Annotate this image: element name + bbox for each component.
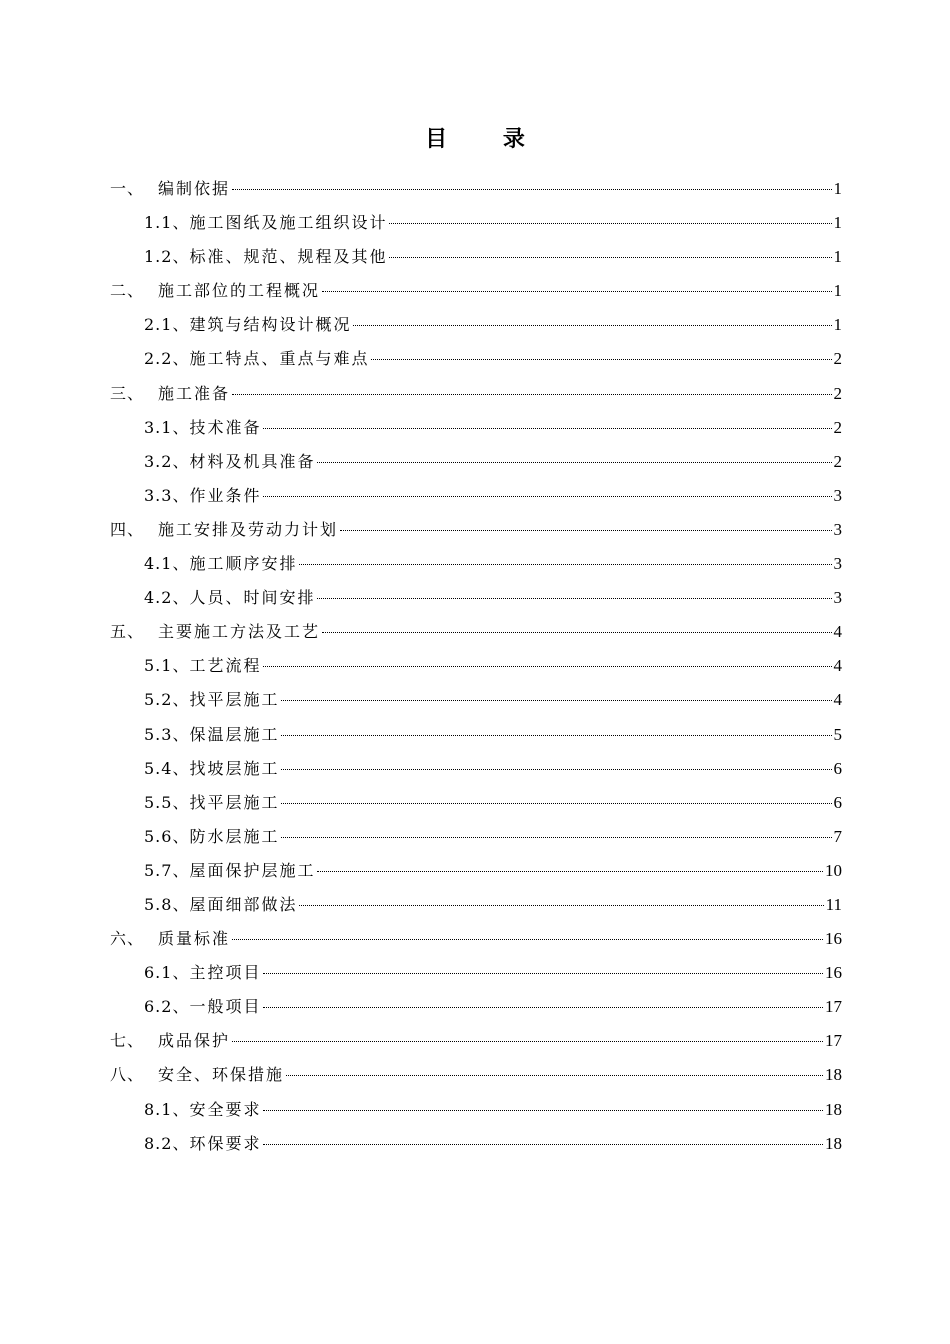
toc-entry[interactable] xyxy=(110,1064,842,1098)
toc-dot-leader xyxy=(263,666,831,667)
toc-entry-title: 作业条件 xyxy=(189,485,262,505)
toc-entry-title: 材料及机具准备 xyxy=(189,451,316,471)
toc-entry[interactable] xyxy=(110,383,842,417)
toc-entry-number: 1.1、 xyxy=(144,213,190,233)
toc-entry[interactable] xyxy=(110,1030,842,1064)
toc-entry-number: 2.2、 xyxy=(144,349,190,369)
toc-entry[interactable] xyxy=(110,451,842,485)
toc-entry-number: 三、 xyxy=(110,383,145,403)
toc-entry-number: 5.4、 xyxy=(144,758,190,778)
toc-entry-number: 5.7、 xyxy=(144,860,190,880)
toc-dot-leader xyxy=(286,1075,823,1076)
toc-page-number: 10 xyxy=(825,860,842,880)
toc-entry-number: 8.1、 xyxy=(144,1099,190,1119)
toc-dot-leader xyxy=(322,632,831,633)
toc-entry[interactable] xyxy=(110,792,842,826)
toc-entry[interactable] xyxy=(110,246,842,280)
toc-entry-title: 屋面细部做法 xyxy=(189,894,298,914)
toc-entry[interactable] xyxy=(110,996,842,1030)
toc-entry-title: 人员、时间安排 xyxy=(189,588,316,608)
toc-dot-leader xyxy=(389,257,831,258)
toc-page-number: 16 xyxy=(825,963,842,983)
toc-dot-leader xyxy=(281,837,831,838)
toc-entry-title: 标准、规范、规程及其他 xyxy=(189,247,388,267)
toc-entry-number: 5.5、 xyxy=(144,792,190,812)
toc-page-number: 3 xyxy=(833,485,842,505)
toc-entry[interactable] xyxy=(110,178,842,212)
toc-page-number: 3 xyxy=(833,519,842,539)
toc-entry-number: 一、 xyxy=(110,179,145,198)
toc-entry-title: 环保要求 xyxy=(189,1133,262,1153)
toc-entry[interactable] xyxy=(110,1099,842,1133)
toc-page-number: 18 xyxy=(825,1133,842,1153)
toc-entry[interactable] xyxy=(110,655,842,689)
toc-page-number: 17 xyxy=(825,997,842,1017)
toc-page-number: 1 xyxy=(833,247,842,267)
toc-entry[interactable] xyxy=(110,962,842,996)
toc-entry-number: 六、 xyxy=(110,929,145,949)
toc-entry-title: 施工图纸及施工组织设计 xyxy=(189,213,388,233)
toc-entry-number: 5.3、 xyxy=(144,724,190,744)
toc-page-number: 1 xyxy=(833,281,842,301)
toc-dot-leader xyxy=(371,359,831,360)
toc-page-number: 7 xyxy=(833,826,842,846)
toc-entry[interactable] xyxy=(110,621,842,655)
toc-dot-leader xyxy=(389,223,831,224)
toc-page-number: 18 xyxy=(825,1065,842,1085)
toc-entry-number: 3.1、 xyxy=(144,417,190,437)
toc-entry-number: 七、 xyxy=(110,1031,145,1051)
toc-page-number: 4 xyxy=(833,690,842,710)
toc-page-number: 6 xyxy=(833,792,842,812)
toc-entry-title: 找平层施工 xyxy=(189,690,280,710)
toc-page-number: 4 xyxy=(833,656,842,676)
toc-entry-title: 编制依据 xyxy=(158,179,231,198)
toc-entry-number: 5.8、 xyxy=(144,894,190,914)
toc-entry-title: 安全要求 xyxy=(189,1099,262,1119)
toc-entry-title: 找坡层施工 xyxy=(189,758,280,778)
toc-entry[interactable] xyxy=(110,689,842,723)
toc-page-number: 16 xyxy=(825,929,842,949)
toc-entry[interactable] xyxy=(110,928,842,962)
toc-page-number: 11 xyxy=(825,894,842,914)
toc-entry[interactable] xyxy=(110,826,842,860)
toc-entry[interactable] xyxy=(110,553,842,587)
toc-dot-leader xyxy=(232,189,831,190)
toc-page-number: 2 xyxy=(833,417,842,437)
toc-entry[interactable] xyxy=(110,417,842,451)
toc-page-number: 1 xyxy=(833,315,842,335)
toc-entry-title: 主要施工方法及工艺 xyxy=(158,622,321,642)
toc-entry-title: 保温层施工 xyxy=(189,724,280,744)
toc-dot-leader xyxy=(263,973,823,974)
toc-dot-leader xyxy=(281,769,831,770)
toc-page-number: 1 xyxy=(833,213,842,233)
toc-dot-leader xyxy=(299,905,823,906)
toc-entry[interactable] xyxy=(110,724,842,758)
toc-dot-leader xyxy=(263,428,831,429)
toc-entry[interactable] xyxy=(110,1133,842,1167)
toc-entry-title: 施工部位的工程概况 xyxy=(158,281,321,301)
toc-entry-number: 五、 xyxy=(110,622,145,642)
toc-entry-title: 防水层施工 xyxy=(189,826,280,846)
toc-dot-leader xyxy=(317,462,831,463)
toc-dot-leader xyxy=(317,598,831,599)
toc-entry-title: 建筑与结构设计概况 xyxy=(189,315,352,335)
toc-dot-leader xyxy=(353,325,831,326)
toc-entry-title: 工艺流程 xyxy=(189,656,262,676)
toc-dot-leader xyxy=(232,394,831,395)
toc-entry-number: 5.6、 xyxy=(144,826,190,846)
toc-entry-number: 2.1、 xyxy=(144,315,190,335)
toc-entry-title: 施工顺序安排 xyxy=(189,554,298,574)
toc-page-number: 17 xyxy=(825,1031,842,1051)
toc-page-number: 2 xyxy=(833,383,842,403)
toc-entry-number: 二、 xyxy=(110,281,145,301)
toc-page-number: 6 xyxy=(833,758,842,778)
toc-page-number: 2 xyxy=(833,451,842,471)
toc-entry-number: 3.2、 xyxy=(144,451,190,471)
toc-page-number: 2 xyxy=(833,349,842,369)
toc-page-number: 4 xyxy=(833,622,842,642)
toc-dot-leader xyxy=(263,1007,823,1008)
toc-entry[interactable] xyxy=(110,212,842,246)
toc-entry-number: 3.3、 xyxy=(144,485,190,505)
toc-entry-title: 施工准备 xyxy=(158,383,231,403)
toc-page-number: 18 xyxy=(825,1099,842,1119)
toc-list xyxy=(110,178,842,1167)
toc-dot-leader xyxy=(232,1041,823,1042)
toc-dot-leader xyxy=(322,291,831,292)
toc-dot-leader xyxy=(263,1144,823,1145)
toc-entry-number: 4.1、 xyxy=(144,554,190,574)
toc-entry[interactable] xyxy=(110,348,842,382)
toc-dot-leader xyxy=(281,735,831,736)
toc-entry-title: 一般项目 xyxy=(189,997,262,1017)
toc-dot-leader xyxy=(317,871,823,872)
toc-entry-title: 施工安排及劳动力计划 xyxy=(158,519,339,539)
toc-entry[interactable] xyxy=(110,485,842,519)
toc-page-number: 3 xyxy=(833,588,842,608)
toc-entry[interactable] xyxy=(110,519,842,553)
toc-entry-title: 质量标准 xyxy=(158,929,231,949)
toc-title: 目 录 xyxy=(425,126,549,152)
toc-dot-leader xyxy=(263,1110,823,1111)
toc-entry-number: 八、 xyxy=(110,1065,145,1085)
toc-dot-leader xyxy=(263,496,831,497)
toc-entry-title: 施工特点、重点与难点 xyxy=(189,349,370,369)
toc-entry-number: 6.2、 xyxy=(144,997,190,1017)
toc-entry[interactable] xyxy=(110,894,842,928)
toc-entry-number: 四、 xyxy=(110,519,145,539)
toc-page-number: 1 xyxy=(833,179,842,198)
toc-entry-title: 成品保护 xyxy=(158,1031,231,1051)
toc-entry-number: 5.2、 xyxy=(144,690,190,710)
toc-entry[interactable] xyxy=(110,314,842,348)
toc-entry-number: 6.1、 xyxy=(144,963,190,983)
toc-entry[interactable] xyxy=(110,758,842,792)
toc-entry[interactable] xyxy=(110,587,842,621)
toc-entry-title: 技术准备 xyxy=(189,417,262,437)
toc-entry-number: 1.2、 xyxy=(144,247,190,267)
toc-dot-leader xyxy=(340,530,831,531)
toc-entry-number: 8.2、 xyxy=(144,1133,190,1153)
toc-entry[interactable] xyxy=(110,280,842,314)
toc-page-number: 3 xyxy=(833,554,842,574)
toc-dot-leader xyxy=(299,564,831,565)
toc-entry[interactable] xyxy=(110,860,842,894)
toc-entry-number: 4.2、 xyxy=(144,588,190,608)
toc-entry-title: 安全、环保措施 xyxy=(158,1065,285,1085)
toc-entry-title: 屋面保护层施工 xyxy=(189,860,316,880)
toc-dot-leader xyxy=(281,803,831,804)
toc-entry-title: 找平层施工 xyxy=(189,792,280,812)
toc-entry-title: 主控项目 xyxy=(189,963,262,983)
toc-dot-leader xyxy=(281,700,831,701)
toc-entry-number: 5.1、 xyxy=(144,656,190,676)
toc-dot-leader xyxy=(232,939,823,940)
toc-page-number: 5 xyxy=(833,724,842,744)
